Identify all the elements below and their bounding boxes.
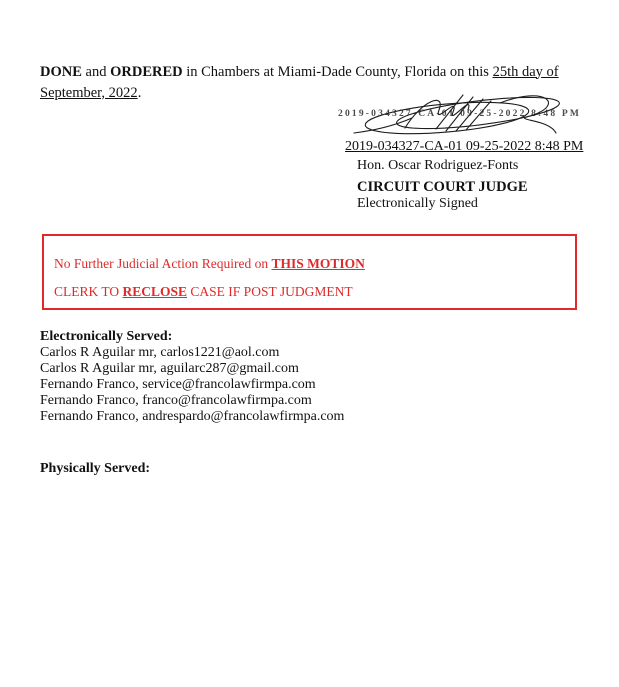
- done-label: DONE: [40, 63, 82, 80]
- served-entry: Fernando Franco, franco@francolawfirmpa.com: [40, 393, 312, 408]
- physically-served-heading: Physically Served:: [40, 461, 151, 476]
- signature-block: [338, 92, 583, 212]
- notice-line1-emphasis: THIS MOTION: [271, 256, 365, 271]
- notice-line1-prefix: No Further Judicial Action Required on: [54, 256, 272, 271]
- order-body-text: in Chambers at Miami-Dade County, Florida on this: [182, 63, 493, 80]
- notice-line2-prefix: CLERK TO: [54, 284, 123, 299]
- notice-line2-emphasis: RECLOSE: [122, 284, 188, 299]
- notice-line-2: [54, 284, 353, 300]
- electronically-served-list: [40, 345, 344, 425]
- efiling-stamp-watermark: 2019-034327-CA-01 09-25-2022 8:48 PM: [338, 109, 582, 119]
- judge-signature-scribble-icon: [350, 88, 570, 142]
- served-entry: Fernando Franco, service@francolawfirmpa.com: [40, 377, 316, 392]
- order-date-part1: 25th day of: [492, 63, 559, 80]
- electronically-signed-note: Electronically Signed: [357, 196, 478, 211]
- order-period: .: [137, 84, 142, 101]
- order-date-part2: September, 2022: [40, 84, 138, 101]
- electronically-served-section: [40, 329, 344, 425]
- electronically-served-heading: Electronically Served:: [40, 329, 173, 344]
- served-entry: Fernando Franco, andrespardo@francolawfirmpa.com: [40, 409, 345, 424]
- notice-line-1: [54, 256, 365, 272]
- served-entry: Carlos R Aguilar mr, aguilarc287@gmail.com: [40, 361, 299, 376]
- ordered-label: ORDERED: [110, 63, 183, 80]
- and-text: and: [81, 63, 111, 80]
- notice-line2-suffix: CASE IF POST JUDGMENT: [187, 284, 353, 299]
- clerk-notice-box: [42, 234, 577, 310]
- physically-served-section: [40, 461, 150, 477]
- case-number-timestamp: 2019-034327-CA-01 09-25-2022 8:48 PM: [345, 139, 584, 154]
- judge-name: Hon. Oscar Rodriguez-Fonts: [357, 158, 519, 173]
- served-entry: Carlos R Aguilar mr, carlos1221@aol.com: [40, 345, 280, 360]
- judge-title: CIRCUIT COURT JUDGE: [357, 179, 528, 195]
